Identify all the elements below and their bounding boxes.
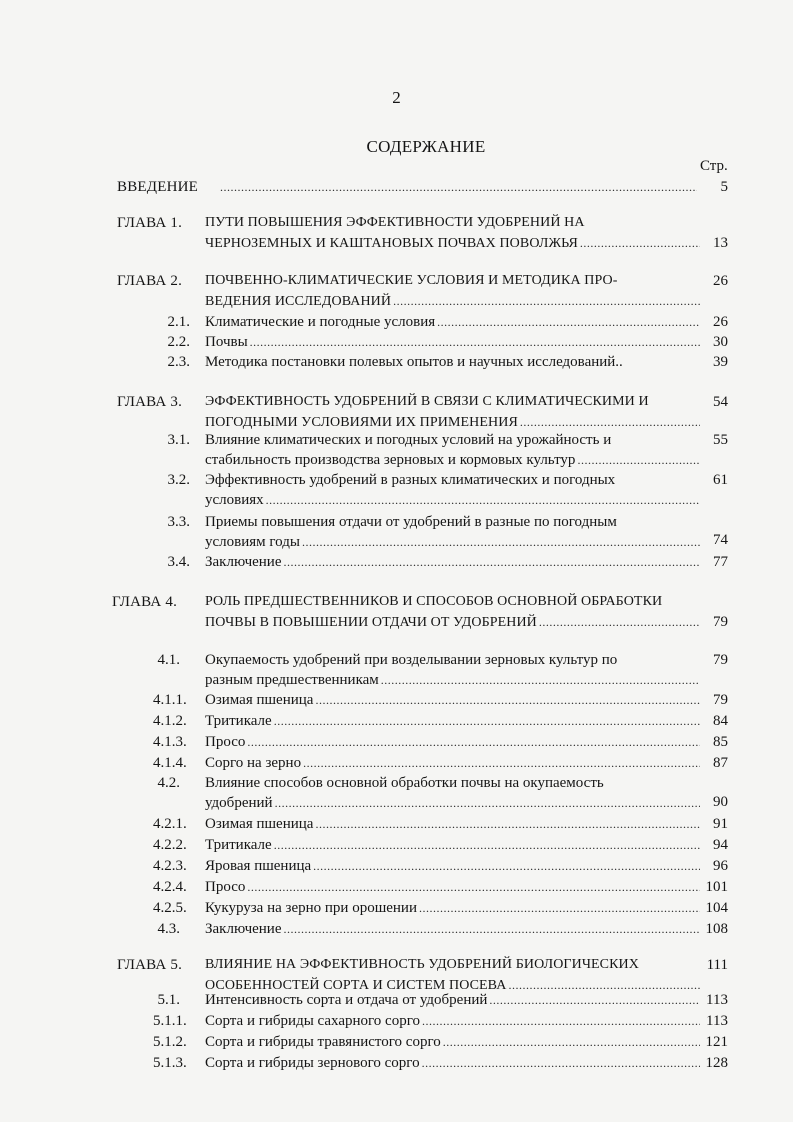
section-title-line: Методика постановки полевых опытов и научных исследований..: [205, 354, 623, 370]
section-title-line: Просо .....: [205, 877, 700, 897]
section-number: 2.2.: [167, 334, 190, 350]
chapter-title-line: ПОГОДНЫМИ УСЛОВИЯМИ ИХ ПРИМЕНЕНИЯ .....: [205, 412, 700, 432]
section-page: 96: [713, 858, 728, 874]
section-title-line: Влияние способов основной обработки почвы на окупаемость: [205, 775, 604, 791]
section-page: 94: [713, 837, 728, 853]
section-page: 101: [705, 879, 728, 895]
chapter-label: ГЛАВА 3.: [117, 394, 183, 410]
chapter-title-line: ПОЧВЕННО-КЛИМАТИЧЕСКИЕ УСЛОВИЯ И МЕТОДИКА ПРО-: [205, 273, 618, 288]
chapter-page: 79: [713, 614, 728, 630]
chapter-page: 13: [713, 235, 728, 251]
section-number: 4.1.2.: [153, 713, 187, 729]
section-page: 87: [713, 755, 728, 771]
section-title-line: Заключение .....: [205, 919, 700, 939]
section-title-line: Кукуруза на зерно при орошении .....: [205, 898, 700, 918]
section-title-line: Окупаемость удобрений при возделывании зерновых культур по: [205, 652, 618, 668]
section-number: 4.1.4.: [153, 755, 187, 771]
section-title-line: Влияние климатических и погодных условий на урожайность и: [205, 432, 612, 448]
section-page: 104: [705, 900, 728, 916]
section-title-line: Просо .....: [205, 732, 700, 752]
chapter-title-line: ЧЕРНОЗЕМНЫХ И КАШТАНОВЫХ ПОЧВАХ ПОВОЛЖЬЯ .....: [205, 233, 700, 253]
section-number: 4.2.: [157, 775, 180, 791]
section-title-line: стабильность производства зерновых и кормовых культур .....: [205, 450, 700, 470]
section-page: 39: [713, 354, 728, 370]
section-number: 4.2.4.: [153, 879, 187, 895]
intro-label: ВВЕДЕНИЕ: [117, 179, 198, 195]
section-page: 91: [713, 816, 728, 832]
intro-leader: [218, 177, 697, 197]
chapter-label: ГЛАВА 5.: [117, 957, 183, 973]
section-title-line: Сорта и гибриды сахарного сорго .....: [205, 1011, 700, 1031]
section-number: 4.2.3.: [153, 858, 187, 874]
section-number: 4.3.: [157, 921, 180, 937]
chapter-label: ГЛАВА 2.: [117, 273, 183, 289]
section-number: 2.3.: [167, 354, 190, 370]
section-page: 113: [706, 1013, 728, 1029]
chapter-label: ГЛАВА 1.: [117, 215, 183, 231]
section-title-line: условиях .....: [205, 490, 700, 510]
section-title-line: Интенсивность сорта и отдача от удобрений .....: [205, 990, 700, 1010]
section-page: 84: [713, 713, 728, 729]
page-number: 2: [392, 88, 401, 107]
section-title-line: Климатические и погодные условия .....: [205, 312, 700, 332]
section-number: 3.1.: [167, 432, 190, 448]
toc-title: СОДЕРЖАНИЕ: [366, 137, 486, 156]
section-number: 3.2.: [167, 472, 190, 488]
chapter-title-line: РОЛЬ ПРЕДШЕСТВЕННИКОВ И СПОСОБОВ ОСНОВНОЙ ОБРАБОТКИ: [205, 594, 663, 609]
section-number: 4.1.1.: [153, 692, 187, 708]
chapter-title-line: ОСОБЕННОСТЕЙ СОРТА И СИСТЕМ ПОСЕВА .....: [205, 975, 700, 995]
section-page: 90: [713, 794, 728, 810]
chapter-page: 111: [706, 957, 728, 973]
chapter-title-line: ПУТИ ПОВЫШЕНИЯ ЭФФЕКТИВНОСТИ УДОБРЕНИЙ НА: [205, 215, 585, 230]
section-title-line: Почвы .....: [205, 332, 700, 352]
chapter-label: ГЛАВА 4.: [112, 594, 178, 610]
section-page: 61: [713, 472, 728, 488]
section-page: 77: [713, 554, 728, 570]
section-number: 4.2.2.: [153, 837, 187, 853]
section-page: 108: [705, 921, 728, 937]
section-title-line: удобрений .....: [205, 793, 700, 813]
section-number: 4.2.5.: [153, 900, 187, 916]
section-number: 5.1.: [157, 992, 180, 1008]
section-title-line: Заключение .....: [205, 552, 700, 572]
section-number: 4.1.: [157, 652, 180, 668]
intro-page: 5: [720, 179, 728, 195]
section-number: 3.3.: [167, 514, 190, 530]
section-title-line: Сорго на зерно .....: [205, 753, 700, 773]
section-page: 121: [705, 1034, 728, 1050]
section-number: 5.1.1.: [153, 1013, 187, 1029]
chapter-page: 26: [713, 273, 728, 289]
section-title-line: Тритикале .....: [205, 835, 700, 855]
section-title-line: Тритикале .....: [205, 711, 700, 731]
section-page: 113: [706, 992, 728, 1008]
section-number: 5.1.2.: [153, 1034, 187, 1050]
section-page: 30: [713, 334, 728, 350]
section-page: 79: [713, 652, 728, 668]
chapter-title-line: ВЕДЕНИЯ ИССЛЕДОВАНИЙ .....: [205, 291, 700, 311]
section-title-line: Сорта и гибриды зернового сорго .....: [205, 1053, 700, 1073]
section-title-line: Приемы повышения отдачи от удобрений в разные по погодным: [205, 514, 617, 530]
page-column-header: Стр.: [700, 158, 728, 174]
section-title-line: условиям годы .....: [205, 532, 700, 552]
section-title-line: Сорта и гибриды травянистого сорго .....: [205, 1032, 700, 1052]
chapter-title-line: ВЛИЯНИЕ НА ЭФФЕКТИВНОСТЬ УДОБРЕНИЙ БИОЛОГИЧЕСКИХ: [205, 957, 639, 972]
section-title-line: Яровая пшеница .....: [205, 856, 700, 876]
section-number: 4.1.3.: [153, 734, 187, 750]
section-page: 79: [713, 692, 728, 708]
section-number: 2.1.: [167, 314, 190, 330]
section-number: 3.4.: [167, 554, 190, 570]
section-page: 55: [713, 432, 728, 448]
chapter-title-line: ЭФФЕКТИВНОСТЬ УДОБРЕНИЙ В СВЯЗИ С КЛИМАТИЧЕСКИМИ И: [205, 394, 649, 409]
section-title-line: Озимая пшеница .....: [205, 690, 700, 710]
section-page: 128: [705, 1055, 728, 1071]
section-title-line: Озимая пшеница .....: [205, 814, 700, 834]
chapter-page: 54: [713, 394, 728, 410]
section-number: 5.1.3.: [153, 1055, 187, 1071]
section-page: 85: [713, 734, 728, 750]
section-page: 26: [713, 314, 728, 330]
section-title-line: Эффективность удобрений в разных климатических и погодных: [205, 472, 616, 488]
section-title-line: разным предшественникам .....: [205, 670, 700, 690]
section-page: 74: [713, 532, 728, 548]
chapter-title-line: ПОЧВЫ В ПОВЫШЕНИИ ОТДАЧИ ОТ УДОБРЕНИЙ .....: [205, 612, 700, 632]
section-number: 4.2.1.: [153, 816, 187, 832]
